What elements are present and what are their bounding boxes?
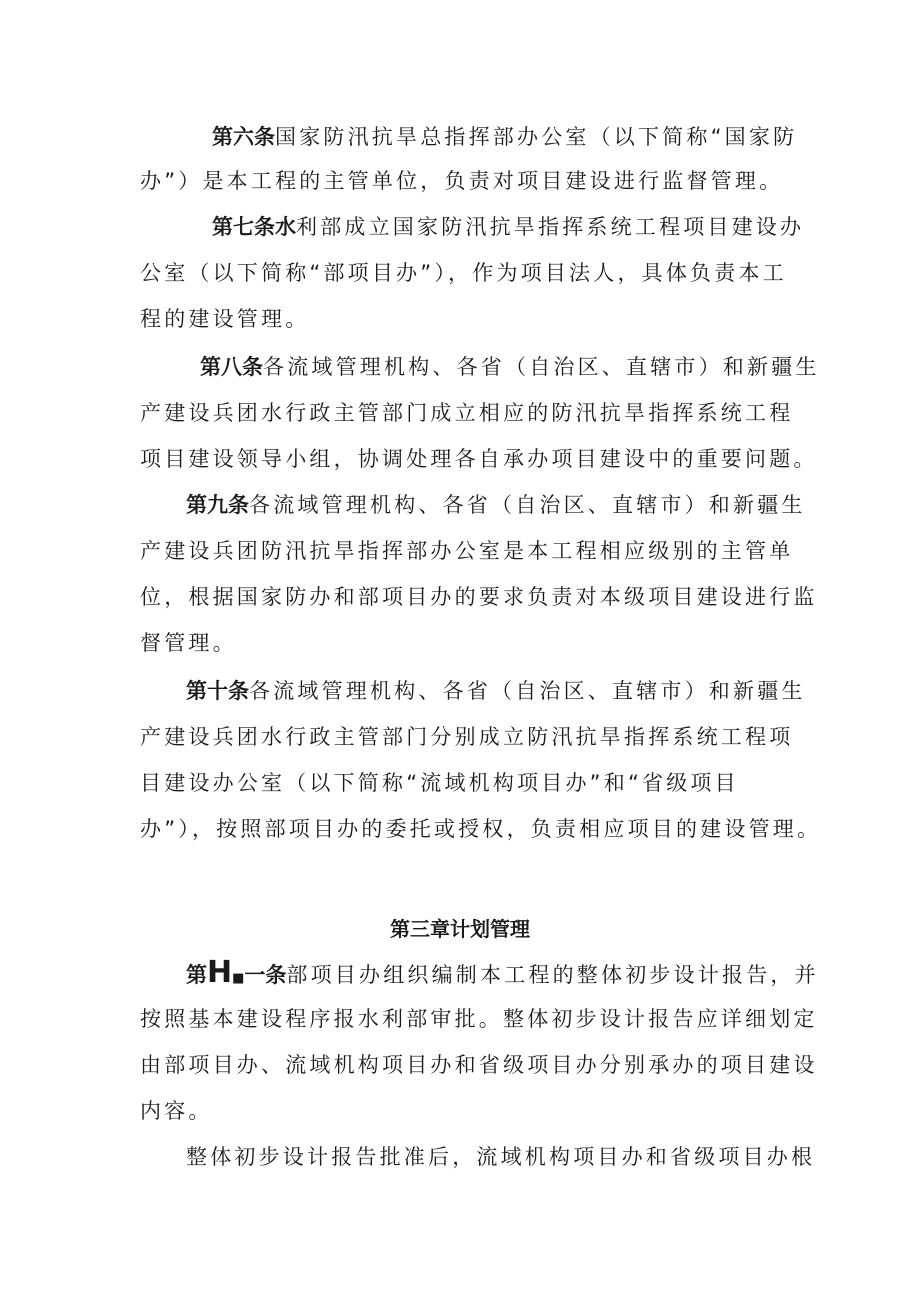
article-11-line-3: 由部项目办、流域机构项目办和省级项目办分别承办的项目建设	[140, 1053, 818, 1077]
article-10-text-1: 各流域管理机构、各省（自治区、直辖市）和新疆生	[249, 679, 806, 703]
article-7-line-2: 公室（以下简称“部项目办”），作为项目法人，具体负责本工	[140, 261, 787, 285]
chapter-title: 第三章计划管理	[390, 917, 530, 941]
article-10-line-4: 办”），按照部项目办的委托或授权，负责相应项目的建设管理。	[140, 817, 822, 841]
article-11-line-1	[186, 955, 819, 994]
article-7-label: 第七条水	[212, 215, 296, 239]
article-6-line-2: 办”）是本工程的主管单位，负责对项目建设进行监督管理。	[140, 169, 784, 193]
article-9-line-2: 产建设兵团防汛抗旱指挥部办公室是本工程相应级别的主管单	[140, 539, 794, 563]
article-6-line-1	[212, 122, 797, 152]
article-8-label: 第八条	[200, 355, 263, 379]
article-11-text-1: 部项目办组织编制本工程的整体初步设计报告，并	[286, 963, 819, 987]
article-9-line-4: 督管理。	[140, 631, 237, 655]
article-11-label-big: H	[207, 955, 233, 990]
article-11-label-mark: ■	[232, 971, 245, 986]
article-11-label-end: 一条	[244, 963, 287, 987]
article-8-text-1: 各流域管理机构、各省（自治区、直辖市）和新疆生	[263, 355, 820, 379]
article-11-line-4: 内容。	[140, 1099, 213, 1123]
article-6-label: 第六条	[212, 125, 275, 149]
article-9-label: 第九条	[186, 493, 249, 517]
article-10-label: 第十条	[186, 679, 249, 703]
article-10-line-1	[186, 676, 806, 706]
article-9-text-1: 各流域管理机构、各省（自治区、直辖市）和新疆生	[249, 493, 806, 517]
paragraph-last: 整体初步设计报告批准后，流域机构项目办和省级项目办根	[186, 1145, 816, 1169]
article-7-line-1	[212, 212, 804, 242]
article-9-line-3: 位，根据国家防办和部项目办的要求负责对本级项目建设进行监	[140, 585, 818, 609]
article-11-label-start: 第	[186, 963, 207, 987]
article-10-line-2: 产建设兵团水行政主管部门分别成立防汛抗旱指挥系统工程项	[140, 725, 794, 749]
article-11-line-2: 按照基本建设程序报水利部审批。整体初步设计报告应详细划定	[140, 1007, 818, 1031]
article-9-line-1	[186, 490, 806, 520]
article-6-text-1: 国家防汛抗旱总指挥部办公室（以下简称“国家防	[275, 125, 798, 149]
article-8-line-2: 产建设兵团水行政主管部门成立相应的防汛抗旱指挥系统工程	[140, 401, 794, 425]
article-7-line-3: 程的建设管理。	[140, 307, 310, 331]
article-10-line-3: 目建设办公室（以下简称“流域机构项目办”和“省级项目	[140, 771, 739, 795]
article-8-line-3: 项目建设领导小组，协调处理各自承办项目建设中的重要问题。	[140, 447, 818, 471]
article-7-text-1: 利部成立国家防汛抗旱指挥系统工程项目建设办	[296, 215, 805, 239]
article-8-line-1	[200, 352, 820, 382]
